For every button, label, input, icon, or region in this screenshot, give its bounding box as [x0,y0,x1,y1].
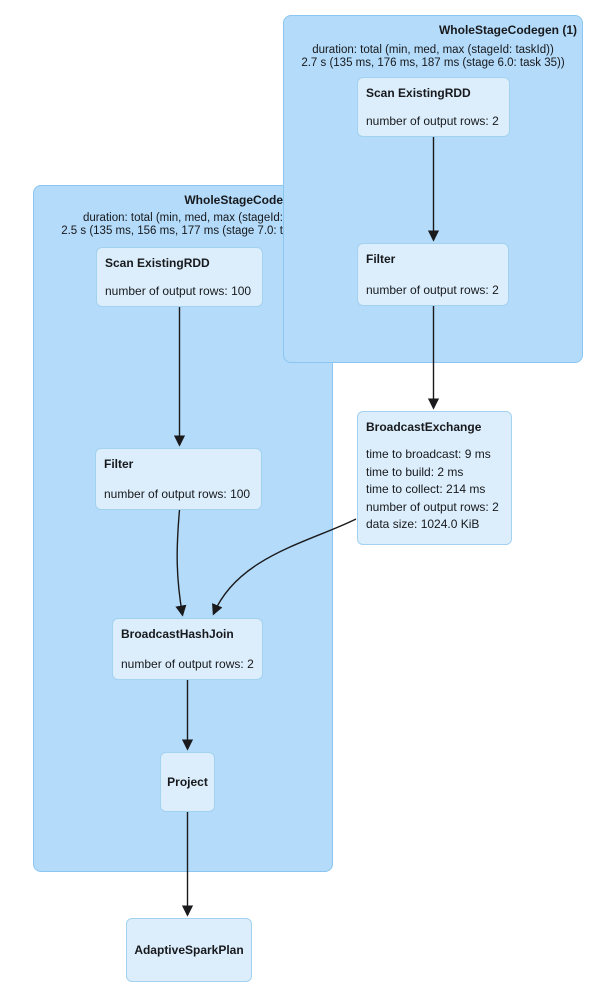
node-metric: number of output rows: 2 [121,657,254,671]
cluster-duration-wholestagecodegen-1 [284,44,582,70]
node-metrics [366,446,503,534]
plan-node-scan-existingrdd-1[interactable] [357,77,510,137]
plan-node-adaptive-spark-plan[interactable] [126,918,252,982]
node-title: BroadcastExchange [366,420,482,434]
plan-node-filter-1[interactable] [357,243,509,306]
plan-node-filter-2[interactable] [95,448,262,510]
duration-line-1: duration: total (min, med, max (stageId: [82,212,283,224]
node-title: AdaptiveSparkPlan [134,943,244,957]
node-metric: time to broadcast: 9 ms [366,447,491,461]
duration-line-2: 2.5 s (135 ms, 156 ms, 177 ms (stage 7.0: t [61,225,283,237]
plan-node-broadcast-exchange[interactable] [357,411,512,545]
node-metric: data size: 1024.0 KiB [366,517,480,531]
plan-node-broadcast-hash-join[interactable] [112,618,263,680]
node-title: Filter [366,252,396,266]
cluster-title-wholestagecodegen-2: WholeStageCode [184,193,283,207]
duration-line-1: duration: total (min, med, max (stageId: taskId)) [312,44,554,56]
plan-node-scan-existingrdd-2[interactable] [96,247,263,307]
node-metric: time to collect: 214 ms [366,482,486,496]
cluster-title-wholestagecodegen-1: WholeStageCodegen (1) [438,23,577,37]
node-metric: time to build: 2 ms [366,464,464,479]
node-metric: number of output rows: 100 [104,487,251,501]
node-metric: number of output rows: 100 [105,284,252,298]
duration-line-2: 2.7 s (135 ms, 176 ms, 187 ms (stage 6.0: task 35)) [301,57,565,69]
plan-node-project[interactable] [160,752,215,812]
node-title: Filter [104,457,134,471]
cluster-wholestagecodegen-1 [283,15,583,363]
cluster-duration-wholestagecodegen-2 [61,212,283,238]
node-title: Scan ExistingRDD [105,256,210,270]
node-metric: number of output rows: 2 [366,114,499,128]
node-title: Scan ExistingRDD [366,86,471,100]
node-metric: number of output rows: 2 [366,499,499,514]
node-metric: number of output rows: 2 [366,283,499,297]
node-title: Project [167,775,208,789]
node-title: BroadcastHashJoin [121,627,234,641]
